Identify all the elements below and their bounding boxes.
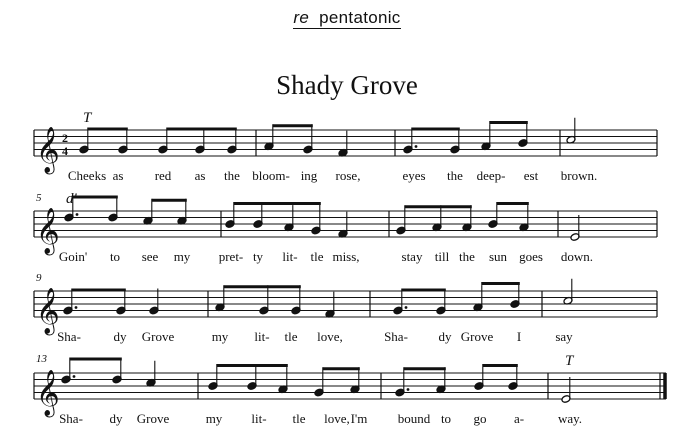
measure-number: 13 bbox=[36, 353, 47, 365]
lyric-syllable: till bbox=[434, 249, 450, 264]
beam bbox=[152, 199, 187, 202]
beam bbox=[402, 289, 446, 292]
lyric-syllable: Grove bbox=[136, 411, 170, 426]
treble-clef: 𝄞 bbox=[36, 370, 60, 416]
beam bbox=[167, 128, 237, 131]
solfege-mark: T bbox=[565, 353, 574, 369]
measure-number: 5 bbox=[36, 192, 42, 204]
lyric-syllable: bound bbox=[397, 411, 431, 426]
lyric-syllable: say bbox=[555, 329, 573, 344]
time-signature-top: 2 bbox=[62, 131, 68, 145]
solfege-mark: d' bbox=[66, 191, 77, 207]
lyric-syllable: the bbox=[447, 168, 463, 183]
staff-system bbox=[34, 272, 657, 344]
lyric-syllable: stay bbox=[401, 249, 423, 264]
augmentation-dot bbox=[75, 306, 78, 309]
beam bbox=[404, 367, 446, 370]
lyric-syllable: I'm bbox=[350, 411, 368, 426]
beam bbox=[234, 202, 321, 205]
lyric-syllable: est bbox=[523, 168, 539, 183]
measure-number: 9 bbox=[36, 272, 42, 284]
treble-clef: 𝄞 bbox=[36, 208, 60, 254]
beam bbox=[490, 121, 528, 124]
lyric-syllable: Goin' bbox=[58, 249, 88, 264]
lyric-syllable: Cheeks bbox=[67, 168, 107, 183]
beam bbox=[224, 285, 301, 288]
beam bbox=[497, 202, 529, 205]
treble-clef: 𝄞 bbox=[36, 288, 60, 334]
lyric-syllable: my bbox=[205, 411, 223, 426]
lyric-syllable: as bbox=[194, 168, 206, 183]
lyric-syllable: see bbox=[141, 249, 159, 264]
lyric-syllable: tle bbox=[310, 249, 324, 264]
lyric-syllable: I bbox=[516, 329, 522, 344]
lyric-syllable: to bbox=[109, 249, 121, 264]
beam bbox=[483, 364, 518, 367]
staff-system bbox=[34, 353, 666, 426]
song-title: Shady Grove bbox=[276, 70, 418, 100]
lyric-syllable: sun bbox=[488, 249, 508, 264]
lyric-syllable: love, bbox=[324, 411, 350, 426]
lyric-syllable: miss, bbox=[332, 249, 360, 264]
lyric-syllable: ty bbox=[252, 249, 264, 264]
lyric-syllable: love, bbox=[317, 329, 343, 344]
lyric-syllable: ing bbox=[300, 168, 318, 183]
lyric-syllable: Sha- bbox=[384, 329, 408, 344]
beam bbox=[88, 128, 128, 131]
lyric-syllable: lit- bbox=[254, 329, 270, 344]
lyric-syllable: to bbox=[440, 411, 452, 426]
lyric-syllable: eyes bbox=[402, 168, 426, 183]
lyric-syllable: goes bbox=[519, 249, 543, 264]
beam bbox=[73, 196, 118, 199]
lyric-syllable: go bbox=[473, 411, 487, 426]
beam bbox=[72, 289, 126, 292]
lyric-syllable: tle bbox=[284, 329, 298, 344]
lyric-syllable: lit- bbox=[282, 249, 298, 264]
augmentation-dot bbox=[76, 213, 79, 216]
lyric-syllable: bloom- bbox=[252, 168, 290, 183]
lyric-syllable: Sha- bbox=[57, 329, 81, 344]
lyric-syllable: Grove bbox=[141, 329, 175, 344]
lyric-syllable: dy bbox=[113, 329, 127, 344]
lyric-syllable: brown. bbox=[560, 168, 598, 183]
lyric-syllable: Grove bbox=[460, 329, 494, 344]
lyric-syllable: as bbox=[112, 168, 124, 183]
lyric-syllable: the bbox=[224, 168, 240, 183]
lyric-syllable: way. bbox=[557, 411, 583, 426]
beam bbox=[405, 205, 472, 208]
lyric-syllable: dy bbox=[109, 411, 123, 426]
lyric-syllable: Sha- bbox=[59, 411, 83, 426]
heading-text: pentatonic bbox=[319, 8, 401, 27]
staff-system bbox=[34, 110, 657, 183]
beam bbox=[412, 128, 460, 131]
solfege-mark: T bbox=[83, 110, 92, 126]
lyric-syllable: red bbox=[154, 168, 172, 183]
beam bbox=[482, 282, 520, 285]
lyric-syllable: my bbox=[211, 329, 229, 344]
beam bbox=[323, 367, 360, 370]
lyric-syllable: down. bbox=[560, 249, 594, 264]
lyric-syllable: dy bbox=[438, 329, 452, 344]
beam bbox=[70, 358, 122, 361]
lyric-syllable: deep- bbox=[476, 168, 506, 183]
augmentation-dot bbox=[405, 306, 408, 309]
lyric-syllable: lit- bbox=[251, 411, 267, 426]
heading-syllable: re bbox=[293, 8, 310, 27]
lyric-syllable: the bbox=[459, 249, 475, 264]
lyric-syllable: tle bbox=[292, 411, 306, 426]
beam bbox=[273, 124, 313, 127]
lyric-syllable: my bbox=[173, 249, 191, 264]
augmentation-dot bbox=[407, 388, 410, 391]
staff-system bbox=[34, 191, 657, 264]
lyric-syllable: rose, bbox=[335, 168, 361, 183]
augmentation-dot bbox=[73, 375, 76, 378]
time-signature-bottom: 4 bbox=[62, 144, 68, 158]
augmentation-dot bbox=[415, 145, 418, 148]
treble-clef: 𝄞 bbox=[36, 127, 60, 173]
lyric-syllable: pret- bbox=[218, 249, 244, 264]
lyric-syllable: a- bbox=[513, 411, 525, 426]
beam bbox=[217, 364, 288, 367]
